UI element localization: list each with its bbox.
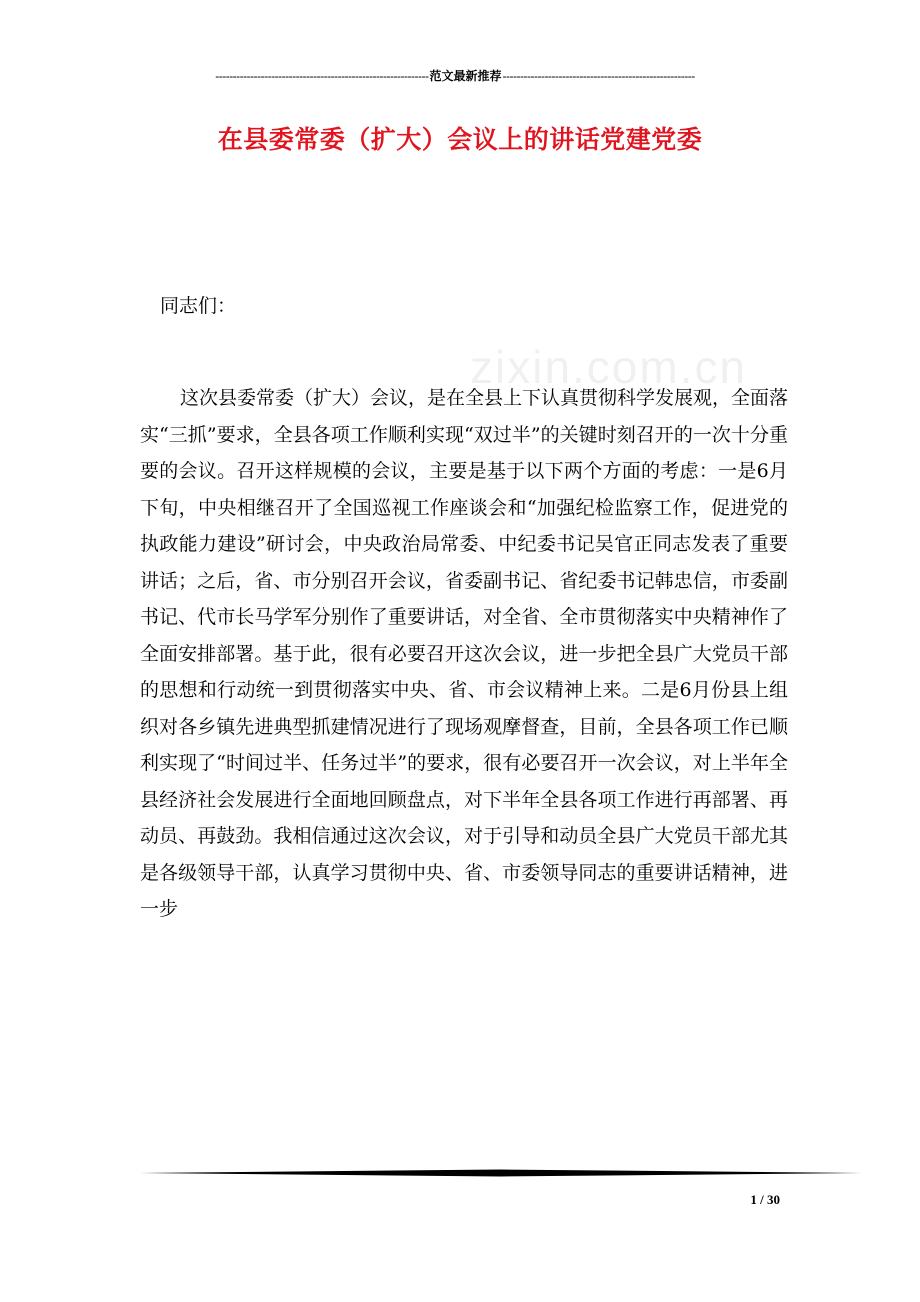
- body-paragraph: 这次县委常委（扩大）会议，是在全县上下认真贯彻科学发展观，全面落实“三抓”要求，全县各项工作顺利实现“双过半”的关键时刻召开的一次十分重要的会议。召开这样规模的会议，主要是基于以下两个方面的考虑：一是6月下旬，中央相继召开了全国巡视工作座谈会和“加强纪检监察工作，促进党的执政能力建设”研讨会，中央政治局常委、中纪委书记吴官正同志发表了重要讲话；之后，省、市分别召开会议，省委副书记、省纪委书记韩忠信，市委副书记、代市长马学军分别作了重要讲话，对全省、全市贯彻落实中央精神作了全面安排部署。基于此，很有必要召开这次会议，进一步把全县广大党员干部的思想和行动统一到贯彻落实中央、省、市会议精神上来。二是6月份县上组织对各乡镇先进典型抓建情况进行了现场观摩督查，目前，全县各项工作已顺利实现了“时间过半、任务过半”的要求，很有必要召开一次会议，对上半年全县经济社会发展进行全面地回顾盘点，对下半年全县各项工作进行再部署、再动员、再鼓劲。我相信通过这次会议，对于引导和动员全县广大党员干部尤其是各级领导干部，认真学习贯彻中央、省、市委领导同志的重要讲话精神，进一步: [140, 387, 789, 920]
- document-title: 在县委常委（扩大）会议上的讲话党建党委: [217, 125, 703, 154]
- watermark: zixin.com.cn: [470, 341, 748, 393]
- header-label: 范文最新推荐: [429, 69, 502, 83]
- header-dashes-left: -------------------------------------------------------------: [215, 69, 429, 83]
- footer-rule: [140, 1168, 862, 1178]
- greeting: 同志们：: [160, 295, 237, 317]
- page-number: 1 / 30: [750, 1192, 780, 1207]
- running-header: [140, 66, 770, 86]
- header-dashes-right: -------------------------------------------------------: [502, 69, 695, 83]
